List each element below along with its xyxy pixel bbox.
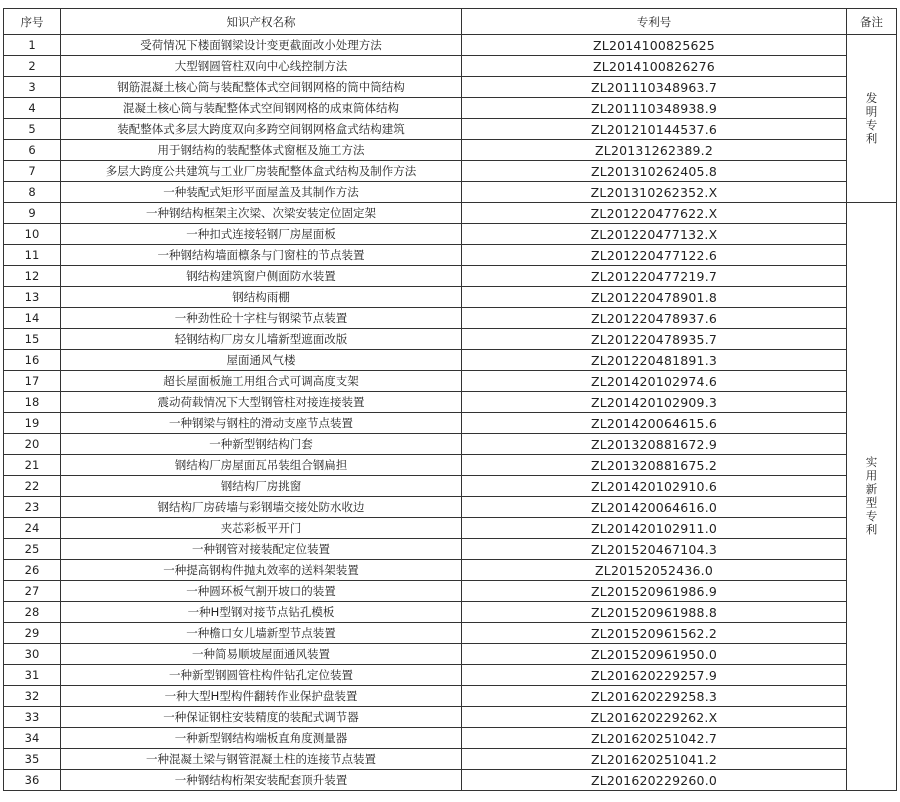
patent-number: ZL2014100825625 xyxy=(462,35,847,56)
table-row xyxy=(4,728,897,749)
table-row xyxy=(4,581,897,602)
ip-name: 一种钢结构桁架安装配套顶升装置 xyxy=(61,770,462,791)
row-number: 17 xyxy=(4,371,61,392)
ip-name: 一种钢梁与钢柱的滑动支座节点装置 xyxy=(61,413,462,434)
row-number: 20 xyxy=(4,434,61,455)
ip-name: 多层大跨度公共建筑与工业厂房装配整体盒式结构及制作方法 xyxy=(61,161,462,182)
ip-name: 一种H型钢对接节点钻孔模板 xyxy=(61,602,462,623)
table-row xyxy=(4,707,897,728)
table-row xyxy=(4,56,897,77)
row-number: 6 xyxy=(4,140,61,161)
patent-number: ZL201420064615.6 xyxy=(462,413,847,434)
patent-number: ZL201320881672.9 xyxy=(462,434,847,455)
table-row xyxy=(4,224,897,245)
header-name: 知识产权名称 xyxy=(61,9,462,35)
ip-name: 一种钢结构墙面檩条与门窗柱的节点装置 xyxy=(61,245,462,266)
row-number: 19 xyxy=(4,413,61,434)
ip-name: 一种钢结构框架主次梁、次梁安装定位固定架 xyxy=(61,203,462,224)
ip-name: 屋面通风气楼 xyxy=(61,350,462,371)
row-number: 3 xyxy=(4,77,61,98)
patent-number: ZL201220477219.7 xyxy=(462,266,847,287)
table-row xyxy=(4,203,897,224)
table-row xyxy=(4,266,897,287)
table-row xyxy=(4,371,897,392)
ip-name: 一种简易顺坡屋面通风装置 xyxy=(61,644,462,665)
group-note: 实用新型专利 xyxy=(847,203,897,791)
row-number: 11 xyxy=(4,245,61,266)
ip-name: 震动荷载情况下大型钢管柱对接连接装置 xyxy=(61,392,462,413)
table-body xyxy=(4,35,897,791)
table-row xyxy=(4,77,897,98)
ip-name: 受荷情况下楼面钢梁设计变更截面改小处理方法 xyxy=(61,35,462,56)
row-number: 14 xyxy=(4,308,61,329)
header-patent: 专利号 xyxy=(462,9,847,35)
ip-name: 一种装配式矩形平面屋盖及其制作方法 xyxy=(61,182,462,203)
header-note: 备注 xyxy=(847,9,897,35)
table-row xyxy=(4,518,897,539)
ip-name: 轻钢结构厂房女儿墙新型遮面改版 xyxy=(61,329,462,350)
table-row xyxy=(4,119,897,140)
patent-number: ZL201220478935.7 xyxy=(462,329,847,350)
patent-number: ZL201620229260.0 xyxy=(462,770,847,791)
table-row xyxy=(4,686,897,707)
row-number: 9 xyxy=(4,203,61,224)
ip-name: 一种新型钢结构门套 xyxy=(61,434,462,455)
group-note: 发明专利 xyxy=(847,35,897,203)
ip-name: 大型钢圆管柱双向中心线控制方法 xyxy=(61,56,462,77)
table-row xyxy=(4,329,897,350)
ip-name: 钢结构雨棚 xyxy=(61,287,462,308)
ip-name: 一种提高钢构件抛丸效率的送料架装置 xyxy=(61,560,462,581)
ip-name: 一种新型钢结构端板直角度测量器 xyxy=(61,728,462,749)
ip-name: 一种大型H型构件翻转作业保护盘装置 xyxy=(61,686,462,707)
ip-name: 一种钢管对接装配定位装置 xyxy=(61,539,462,560)
ip-name: 一种新型钢圆管柱构件钻孔定位装置 xyxy=(61,665,462,686)
table-row xyxy=(4,392,897,413)
patent-number: ZL201220477132.X xyxy=(462,224,847,245)
patent-number: ZL201520961988.8 xyxy=(462,602,847,623)
patent-number: ZL201210144537.6 xyxy=(462,119,847,140)
patent-number: ZL201520467104.3 xyxy=(462,539,847,560)
table-row xyxy=(4,770,897,791)
row-number: 30 xyxy=(4,644,61,665)
table-row xyxy=(4,455,897,476)
patent-number: ZL201420102974.6 xyxy=(462,371,847,392)
table-row xyxy=(4,602,897,623)
table-row xyxy=(4,560,897,581)
table-row xyxy=(4,623,897,644)
table-row xyxy=(4,665,897,686)
ip-name: 钢结构厂房挑窗 xyxy=(61,476,462,497)
patent-number: ZL201220477122.6 xyxy=(462,245,847,266)
patent-number: ZL201620229258.3 xyxy=(462,686,847,707)
patent-number: ZL201220481891.3 xyxy=(462,350,847,371)
table-header-row xyxy=(4,9,897,35)
patent-number: ZL201320881675.2 xyxy=(462,455,847,476)
ip-name: 一种檐口女儿墙新型节点装置 xyxy=(61,623,462,644)
table-row xyxy=(4,161,897,182)
row-number: 27 xyxy=(4,581,61,602)
row-number: 22 xyxy=(4,476,61,497)
row-number: 36 xyxy=(4,770,61,791)
ip-name: 一种保证钢柱安装精度的装配式调节器 xyxy=(61,707,462,728)
table-row xyxy=(4,287,897,308)
patent-number: ZL2014100826276 xyxy=(462,56,847,77)
patent-number: ZL201520961986.9 xyxy=(462,581,847,602)
row-number: 26 xyxy=(4,560,61,581)
table-row xyxy=(4,413,897,434)
ip-name: 钢筋混凝土核心筒与装配整体式空间钢网格的筒中筒结构 xyxy=(61,77,462,98)
patent-number: ZL201420102911.0 xyxy=(462,518,847,539)
table-row xyxy=(4,35,897,56)
patent-number: ZL201620251041.2 xyxy=(462,749,847,770)
ip-name: 一种扣式连接轻钢厂房屋面板 xyxy=(61,224,462,245)
row-number: 24 xyxy=(4,518,61,539)
row-number: 1 xyxy=(4,35,61,56)
row-number: 13 xyxy=(4,287,61,308)
row-number: 10 xyxy=(4,224,61,245)
table-row xyxy=(4,644,897,665)
table-row xyxy=(4,245,897,266)
patent-number: ZL20152052436.0 xyxy=(462,560,847,581)
patent-number: ZL201520961950.0 xyxy=(462,644,847,665)
table-row xyxy=(4,308,897,329)
patent-number: ZL201620229262.X xyxy=(462,707,847,728)
table-row xyxy=(4,749,897,770)
ip-name: 一种混凝土梁与钢管混凝土柱的连接节点装置 xyxy=(61,749,462,770)
row-number: 8 xyxy=(4,182,61,203)
row-number: 31 xyxy=(4,665,61,686)
patent-number: ZL201220478901.8 xyxy=(462,287,847,308)
patent-number: ZL201520961562.2 xyxy=(462,623,847,644)
ip-name: 钢结构厂房屋面瓦吊装组合钢扁担 xyxy=(61,455,462,476)
table-row xyxy=(4,539,897,560)
row-number: 12 xyxy=(4,266,61,287)
ip-name: 钢结构建筑窗户侧面防水装置 xyxy=(61,266,462,287)
ip-name: 一种圆环板气割开坡口的装置 xyxy=(61,581,462,602)
table-row xyxy=(4,140,897,161)
row-number: 35 xyxy=(4,749,61,770)
ip-name: 混凝土核心筒与装配整体式空间钢网格的成束筒体结构 xyxy=(61,98,462,119)
row-number: 5 xyxy=(4,119,61,140)
patent-number: ZL201620251042.7 xyxy=(462,728,847,749)
row-number: 4 xyxy=(4,98,61,119)
row-number: 25 xyxy=(4,539,61,560)
row-number: 18 xyxy=(4,392,61,413)
row-number: 33 xyxy=(4,707,61,728)
patent-number: ZL201220477622.X xyxy=(462,203,847,224)
ip-name: 一种劲性砼十字柱与钢梁节点装置 xyxy=(61,308,462,329)
patent-number: ZL201620229257.9 xyxy=(462,665,847,686)
row-number: 16 xyxy=(4,350,61,371)
table-row xyxy=(4,98,897,119)
patent-number: ZL201420102909.3 xyxy=(462,392,847,413)
table-row xyxy=(4,434,897,455)
row-number: 21 xyxy=(4,455,61,476)
patent-number: ZL201110348938.9 xyxy=(462,98,847,119)
ip-name: 装配整体式多层大跨度双向多跨空间钢网格盒式结构建筑 xyxy=(61,119,462,140)
row-number: 2 xyxy=(4,56,61,77)
row-number: 23 xyxy=(4,497,61,518)
table-row xyxy=(4,350,897,371)
header-no: 序号 xyxy=(4,9,61,35)
patent-number: ZL201110348963.7 xyxy=(462,77,847,98)
table-row xyxy=(4,476,897,497)
table-row xyxy=(4,182,897,203)
patent-number: ZL201420064616.0 xyxy=(462,497,847,518)
row-number: 32 xyxy=(4,686,61,707)
ip-name: 超长屋面板施工用组合式可调高度支架 xyxy=(61,371,462,392)
patent-number: ZL201220478937.6 xyxy=(462,308,847,329)
ip-table xyxy=(3,8,897,791)
patent-number: ZL20131262389.2 xyxy=(462,140,847,161)
row-number: 34 xyxy=(4,728,61,749)
row-number: 7 xyxy=(4,161,61,182)
ip-name: 用于钢结构的装配整体式窗框及施工方法 xyxy=(61,140,462,161)
patent-number: ZL201420102910.6 xyxy=(462,476,847,497)
ip-name: 夹芯彩板平开门 xyxy=(61,518,462,539)
ip-name: 钢结构厂房砖墙与彩钢墙交接处防水收边 xyxy=(61,497,462,518)
table-row xyxy=(4,497,897,518)
row-number: 29 xyxy=(4,623,61,644)
patent-number: ZL201310262405.8 xyxy=(462,161,847,182)
row-number: 28 xyxy=(4,602,61,623)
row-number: 15 xyxy=(4,329,61,350)
patent-number: ZL201310262352.X xyxy=(462,182,847,203)
